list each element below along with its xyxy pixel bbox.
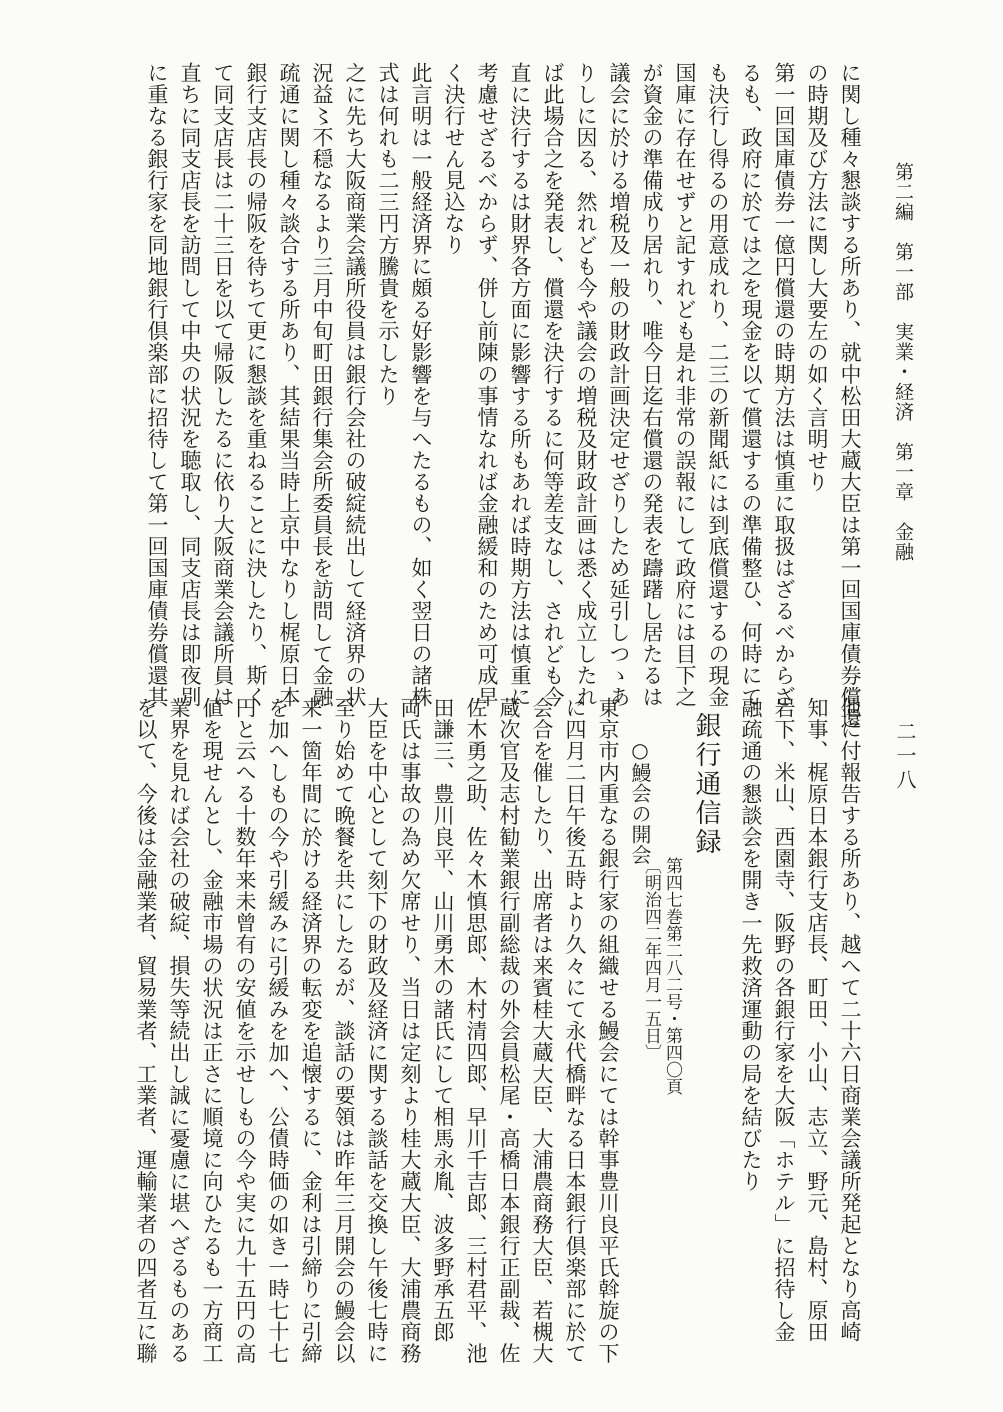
- text-line: 疏通に関し種々談合する所あり、其結果当時上京中なりし梶原日本: [277, 62, 301, 708]
- text-line: 来一箇年間に於ける経済界の転変を追懐するに、金利は引締りに引締: [299, 697, 323, 1365]
- text-line: に四月二日午後五時より久々にて永代橋畔なる日本銀行倶楽部に於て: [563, 697, 587, 1365]
- text-line: 蔵次官及志村勧業銀行副総裁の外会員松尾・高橋日本銀行正副裁、佐: [497, 697, 521, 1365]
- text-line: 佐木勇之助、佐々木慎思郎、木村清四郎、早川千吉郎、三村君平、池: [464, 697, 488, 1365]
- text-line: 国庫に存在せずと記すれども是れ非常の誤報にして政府には目下之: [673, 62, 697, 708]
- text-line: 第一回国庫債券一億円償還の時期方法は慎重に取扱はざるべからざ: [772, 62, 796, 708]
- text-line: に重なる銀行家を同地銀行倶楽部に招待して第一回国庫債券償還其: [145, 62, 169, 708]
- text-line: の時期及び方法に関し大要左の如く言明せり: [805, 62, 829, 493]
- text-line: が資金の準備成り居れり、唯今日迄右償還の発表を躊躇し居たるは: [640, 62, 664, 708]
- text-line: 東京市内重なる銀行家の組織せる鰻会にては幹事豊川良平氏斡旋の下: [596, 697, 620, 1365]
- running-header: 第二編 第一部 実業・経済 第一章 金融: [892, 162, 914, 562]
- text-line: 考慮せざるべからず、併し前陳の事情なれば金融緩和のため可成早: [475, 62, 499, 708]
- text-line: 直ちに同支店長を訪問して中央の状況を聴取し、同支店長は即夜別: [178, 62, 202, 708]
- text-line: く決行せん見込なり: [442, 62, 466, 256]
- text-line: 直に決行するは財界各方面に影響する所もあれば時期方法は慎重に: [508, 62, 532, 708]
- text-line: りしに因る、然れども今や議会の増税及財政計画は悉く成立したれ: [574, 62, 598, 708]
- text-line: 式は何れも二三円方騰貴を示したり: [376, 62, 400, 407]
- text-line: 之に先ち大阪商業会議所役員は銀行会社の破綻続出して経済界の状: [343, 62, 367, 708]
- section-title: 銀行通信録: [691, 712, 721, 857]
- text-line: ば此場合之を発表し、償還を決行するに何等差支なし、されども今: [541, 62, 565, 708]
- text-line: 知事、梶原日本銀行支店長、町田、小山、志立、野元、島村、原田: [805, 697, 829, 1343]
- text-line: 況益〻不穏なるより三月中旬町田銀行集会所委員長を訪問して金融: [310, 62, 334, 708]
- text-line: 円と云へる十数年来未曾有の安値を示せしもの今や実に九十五円の高: [233, 697, 257, 1365]
- text-line: に関し種々懇談する所あり、就中松田大蔵大臣は第一回国庫債券償還: [838, 62, 862, 730]
- subheading: ○鰻会の開会: [628, 738, 652, 866]
- citation-line: 〔明治四二年四月一五日〕: [641, 857, 661, 1061]
- text-line: 至り始めて晩餐を共にしたるが、談話の要領は昨年三月開会の鰻会以: [332, 697, 356, 1365]
- text-line: 会合を催したり、出席者は来賓桂大蔵大臣、大浦農商務大臣、若槻大: [530, 697, 554, 1365]
- text-line: 両氏は事故の為め欠席せり、当日は定刻より桂大蔵大臣、大浦農商務: [398, 697, 422, 1365]
- text-line: 田謙三、豊川良平、山川勇木の諸氏にして相馬永胤、波多野承五郎: [431, 697, 455, 1343]
- text-line: 此言明は一般経済界に頗る好影響を与へたるもの、如く翌日の諸株: [409, 62, 433, 708]
- text-line: 大臣を中心として刻下の財政及経済に関する談話を交換し午後七時に: [365, 697, 389, 1365]
- text-line: 他に付報告する所あり、越へて二十六日商業会議所発起となり高崎: [838, 697, 862, 1343]
- text-line: 議会に於ける増税及一般の財政計画決定せざりしため延引しつゝあ: [607, 62, 631, 708]
- text-line: るも、政府に於ては之を現金を以て償還するの準備整ひ、何時にて: [739, 62, 763, 708]
- text-line: 岩下、米山、西園寺、阪野の各銀行家を大阪「ホテル」に招待し金: [772, 697, 796, 1343]
- text-line: 業界を見れば会社の破綻、損失等続出し誠に憂慮に堪へざるものある: [167, 697, 191, 1365]
- citation-line: 第四七巻第二八二号・第四〇頁: [662, 857, 682, 1095]
- text-line: も決行し得るの用意成れり、二三の新聞紙には到底償還するの現金: [706, 62, 730, 708]
- text-line: を加へしもの今や引緩みに引緩みを加へ、公債時価の如き一時七十七: [266, 697, 290, 1365]
- page-number: 二一八: [893, 721, 917, 793]
- text-line: 銀行支店長の帰阪を待ちて更に懇談を重ねることに決したり、斯く: [244, 62, 268, 708]
- text-line: を以て、今後は金融業者、貿易業者、工業者、運輸業者の四者互に聯: [134, 697, 158, 1365]
- text-line: 融疏通の懇談会を開き一先救済運動の局を結びたり: [739, 697, 763, 1192]
- text-line: て同支店長は二十三日を以て帰阪したるに依り大阪商業会議所員は: [211, 62, 235, 708]
- text-line: 値を現せんとし、金融市場の状況は正さに順境に向ひたるも一方商工: [200, 697, 224, 1365]
